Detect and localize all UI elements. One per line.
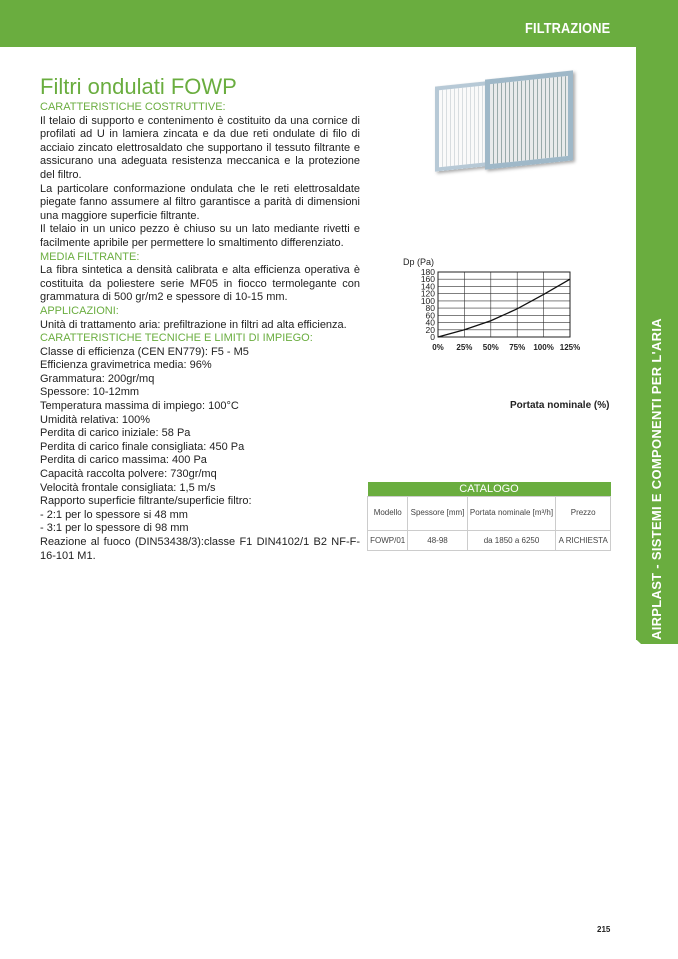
product-photo [425, 75, 580, 175]
paragraph: Reazione al fuoco (DIN53438/3):classe F1 DIN4102/1 B2 NF-F-16-101 M1. [40, 536, 360, 562]
paragraph: Il telaio in un unico pezzo è chiuso su un lato mediante rivetti e facilmente apribile per permettere lo smaltimento differenziato. [40, 223, 360, 249]
column-header: Modello [368, 496, 408, 530]
y-tick-label: 80 [425, 303, 435, 314]
y-tick-label: 20 [425, 324, 435, 335]
catalog-title: CATALOGO [368, 482, 611, 496]
pressure-drop-chart [395, 252, 620, 417]
paragraph: Temperatura massima di impiego: 100°C [40, 400, 239, 413]
y-tick-label: 160 [420, 274, 435, 285]
y-tick-label: 180 [420, 267, 435, 277]
paragraph: Perdita di carico iniziale: 58 Pa [40, 427, 191, 440]
table-cell: 48-98 [408, 530, 467, 550]
main-text [40, 74, 360, 563]
section-heading: CARATTERISTICHE TECNICHE E LIMITI DI IMPIEGO: [40, 332, 313, 345]
filter-image-back [485, 70, 573, 169]
y-tick-label: 60 [425, 310, 435, 321]
x-tick-label: 50% [482, 343, 499, 352]
x-tick-label: 25% [456, 343, 473, 352]
paragraph: Perdita di carico massima: 400 Pa [40, 454, 207, 467]
section-title: FILTRAZIONE [524, 20, 610, 37]
x-tick-label: 125% [559, 343, 581, 352]
x-tick-label: 0% [432, 343, 444, 352]
paragraph: Rapporto superficie filtrante/superficie filtro: [40, 495, 252, 508]
page-title: Filtri ondulati FOWP [40, 74, 237, 99]
paragraph: La particolare conformazione ondulata che le reti elettrosaldate piegate fanno assumere al filtro garantisce a parità di dimensioni una maggiore superficie filtrante. [40, 182, 360, 222]
catalog-table [367, 482, 611, 551]
column-header: Prezzo [556, 496, 611, 530]
y-tick-label: 40 [425, 317, 435, 328]
paragraph: Perdita di carico finale consigliata: 450 Pa [40, 440, 245, 453]
paragraph: Velocità frontale consigliata: 1,5 m/s [40, 481, 216, 494]
paragraph: Classe di efficienza (CEN EN779): F5 - M5 [40, 345, 249, 358]
page-number: 215 [597, 925, 611, 934]
paragraph: Il telaio di supporto e contenimento è costituito da una cornice di profilati ad U in lamiera zincata e da due reti ondulate di filo di acciaio zincato elettrosaldato che supportano il tessuto filtrante e assicurano una adeguata resistenza meccanica e la protezione del filtro. [40, 114, 360, 181]
side-title: AIRPLAST - SISTEMI E COMPONENTI PER L'ARIA [649, 318, 664, 640]
column-header: Spessore [mm] [408, 496, 467, 530]
paragraph: Efficienza gravimetrica media: 96% [40, 359, 212, 372]
y-tick-label: 140 [420, 281, 435, 292]
section-heading: APPLICAZIONI: [40, 304, 119, 317]
table-cell: A RICHIESTA [556, 530, 611, 550]
paragraph: Grammatura: 200gr/mq [40, 372, 155, 385]
paragraph: Umidità relativa: 100% [40, 413, 151, 426]
paragraph: Spessore: 10-12mm [40, 386, 140, 399]
table-cell: da 1850 a 6250 [467, 530, 556, 550]
section-heading: MEDIA FILTRANTE: [40, 250, 140, 263]
x-tick-label: 100% [533, 343, 554, 352]
x-tick-label: 75% [509, 343, 526, 352]
chart-xlabel: Portata nominale (%) [510, 400, 610, 411]
paragraph: - 2:1 per lo spessore si 48 mm [40, 508, 188, 521]
y-tick-label: 0 [430, 332, 435, 342]
table-row [368, 530, 611, 550]
y-tick-label: 100 [420, 295, 435, 306]
paragraph: Unità di trattamento aria: prefiltrazione in filtri ad alta efficienza. [40, 318, 347, 331]
paragraph: - 3:1 per lo spessore di 98 mm [40, 522, 189, 535]
section-heading: CARATTERISTICHE COSTRUTTIVE: [40, 101, 226, 113]
paragraph: La fibra sintetica a densità calibrata e alta efficienza operativa è costituita da poliestere serie MF05 in fiocco termolegante con grammatura di 500 gr/m2 e spessore di 10-15 mm. [40, 264, 360, 304]
paragraph: Capacità raccolta polvere: 730gr/mq [40, 468, 217, 481]
column-header: Portata nominale [m³/h] [467, 496, 556, 530]
table-cell: FOWP/01 [368, 530, 408, 550]
y-tick-label: 120 [420, 288, 435, 299]
plot-frame [438, 272, 570, 337]
chart-ylabel: Dp (Pa) [403, 257, 435, 267]
